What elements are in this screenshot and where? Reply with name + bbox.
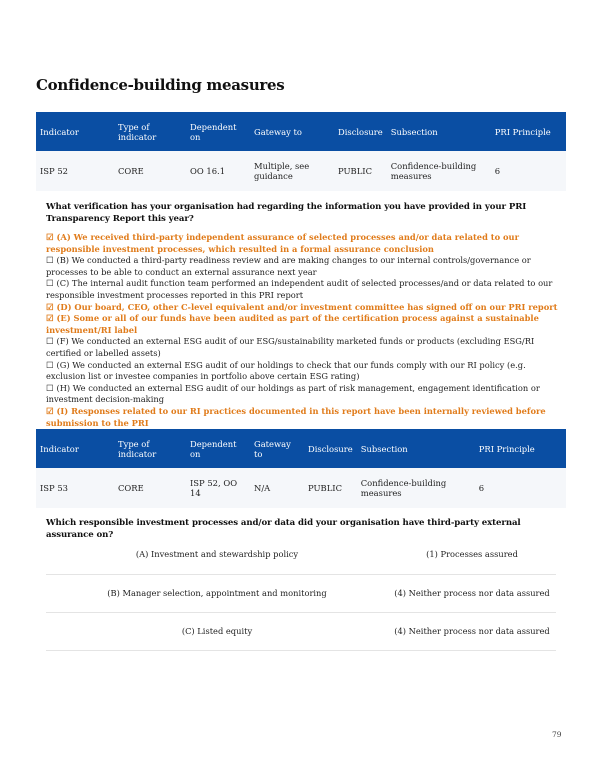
- unchecked-box-icon: ☐: [46, 382, 54, 393]
- cell-principle: 6: [491, 151, 566, 191]
- table-header-row: [36, 112, 566, 151]
- verification-option: [46, 360, 561, 383]
- cell-disclosure: PUBLIC: [334, 151, 387, 191]
- unchecked-box-icon: ☐: [46, 255, 54, 266]
- header-dependent: Dependent on: [186, 429, 250, 468]
- verification-options: [46, 232, 561, 441]
- verification-option: [46, 406, 561, 429]
- header-subsection: Subsection: [357, 429, 475, 468]
- verification-option: [46, 278, 561, 301]
- table-header-row: [36, 429, 566, 468]
- assurance-status: (1) Processes assured: [388, 536, 556, 574]
- option-label: (A) We received third-party independent assurance of selected processes and/or data related to our responsible investment processes, which resulted in a formal assurance conclusion: [46, 232, 519, 254]
- option-label: (D) Our board, CEO, other C-level equivalent and/or investment committee has signed off on our PRI report: [56, 301, 558, 312]
- cell-principle: 6: [475, 468, 566, 508]
- table-row: [36, 468, 566, 508]
- header-type: Type of indicator: [114, 429, 186, 468]
- cell-type: CORE: [114, 151, 186, 191]
- cell-indicator: ISP 53: [36, 468, 114, 508]
- header-gateway: Gateway to: [250, 429, 304, 468]
- assurance-area: (A) Investment and stewardship policy: [46, 536, 388, 574]
- unchecked-box-icon: ☐: [46, 278, 54, 289]
- verification-option: [46, 383, 561, 406]
- verification-option: [46, 255, 561, 278]
- option-label: (B) We conducted a third-party readiness review and are making changes to our internal controls/governance or processes to be able to conduct an external assurance next year: [46, 255, 531, 277]
- assurance-area: (C) Listed equity: [46, 612, 388, 650]
- option-label: (H) We conducted an external ESG audit of our holdings as part of risk management, engagement identification or investment decision-making: [46, 382, 540, 405]
- option-label: (G) We conducted an external ESG audit of our holdings to check that our funds comply with our RI policy (e.g. exclusion list or investee companies in portfolio above certain ESG rating): [46, 359, 526, 382]
- indicator-table-isp53: [36, 429, 566, 508]
- header-disclosure: Disclosure: [334, 112, 387, 151]
- assurance-row: [46, 612, 556, 650]
- checked-box-icon: ☑: [46, 301, 54, 312]
- question-assurance: Which responsible investment processes and/or data did your organisation have third-party external assurance on?: [46, 518, 521, 540]
- header-indicator: Indicator: [36, 112, 114, 151]
- header-subsection: Subsection: [387, 112, 491, 151]
- cell-subsection: Confidence-building measures: [387, 151, 491, 191]
- option-label: (I) Responses related to our RI practices documented in this report have been internally reviewed before submission to the PRI: [46, 405, 546, 428]
- assurance-table: [46, 536, 556, 651]
- cell-type: CORE: [114, 468, 186, 508]
- unchecked-box-icon: ☐: [46, 359, 54, 370]
- header-principle: PRI Principle: [491, 112, 566, 151]
- option-label: (F) We conducted an external ESG audit of our ESG/sustainability marketed funds or products (excluding ESG/RI certified or labelled assets): [46, 336, 535, 358]
- cell-dependent: OO 16.1: [186, 151, 250, 191]
- unchecked-box-icon: ☐: [46, 336, 54, 347]
- cell-gateway: N/A: [250, 468, 304, 508]
- table-row: [36, 151, 566, 191]
- checked-box-icon: ☑: [46, 313, 54, 324]
- indicator-table-isp52: [36, 112, 566, 191]
- verification-option: [46, 313, 561, 336]
- header-disclosure: Disclosure: [304, 429, 357, 468]
- header-principle: PRI Principle: [475, 429, 566, 468]
- header-gateway: Gateway to: [250, 112, 334, 151]
- verification-option: [46, 302, 561, 314]
- verification-option: [46, 232, 561, 255]
- header-dependent: Dependent on: [186, 112, 250, 151]
- assurance-row: [46, 574, 556, 612]
- cell-disclosure: PUBLIC: [304, 468, 357, 508]
- assurance-area: (B) Manager selection, appointment and monitoring: [46, 574, 388, 612]
- cell-gateway: Multiple, see guidance: [250, 151, 334, 191]
- checked-box-icon: ☑: [46, 405, 54, 416]
- header-type: Type of indicator: [114, 112, 186, 151]
- cell-dependent: ISP 52, OO 14: [186, 468, 250, 508]
- assurance-status: (4) Neither process nor data assured: [388, 612, 556, 650]
- section-title: Confidence-building measures: [36, 76, 285, 94]
- option-label: (C) The internal audit function team performed an independent audit of selected processes/and or data related to our responsible investment processes reported in this PRI report: [46, 278, 553, 300]
- header-indicator: Indicator: [36, 429, 114, 468]
- cell-subsection: Confidence-building measures: [357, 468, 475, 508]
- page-number: 79: [552, 730, 562, 739]
- question-verification: What verification has your organisation had regarding the information you have provided in your PRI Transparency Report this year?: [46, 202, 527, 224]
- assurance-row: [46, 536, 556, 574]
- checked-box-icon: ☑: [46, 232, 54, 242]
- option-label: (E) Some or all of our funds have been audited as part of the certification process against a sustainable investment/RI label: [46, 313, 539, 335]
- verification-option: [46, 336, 561, 359]
- cell-indicator: ISP 52: [36, 151, 114, 191]
- assurance-status: (4) Neither process nor data assured: [388, 574, 556, 612]
